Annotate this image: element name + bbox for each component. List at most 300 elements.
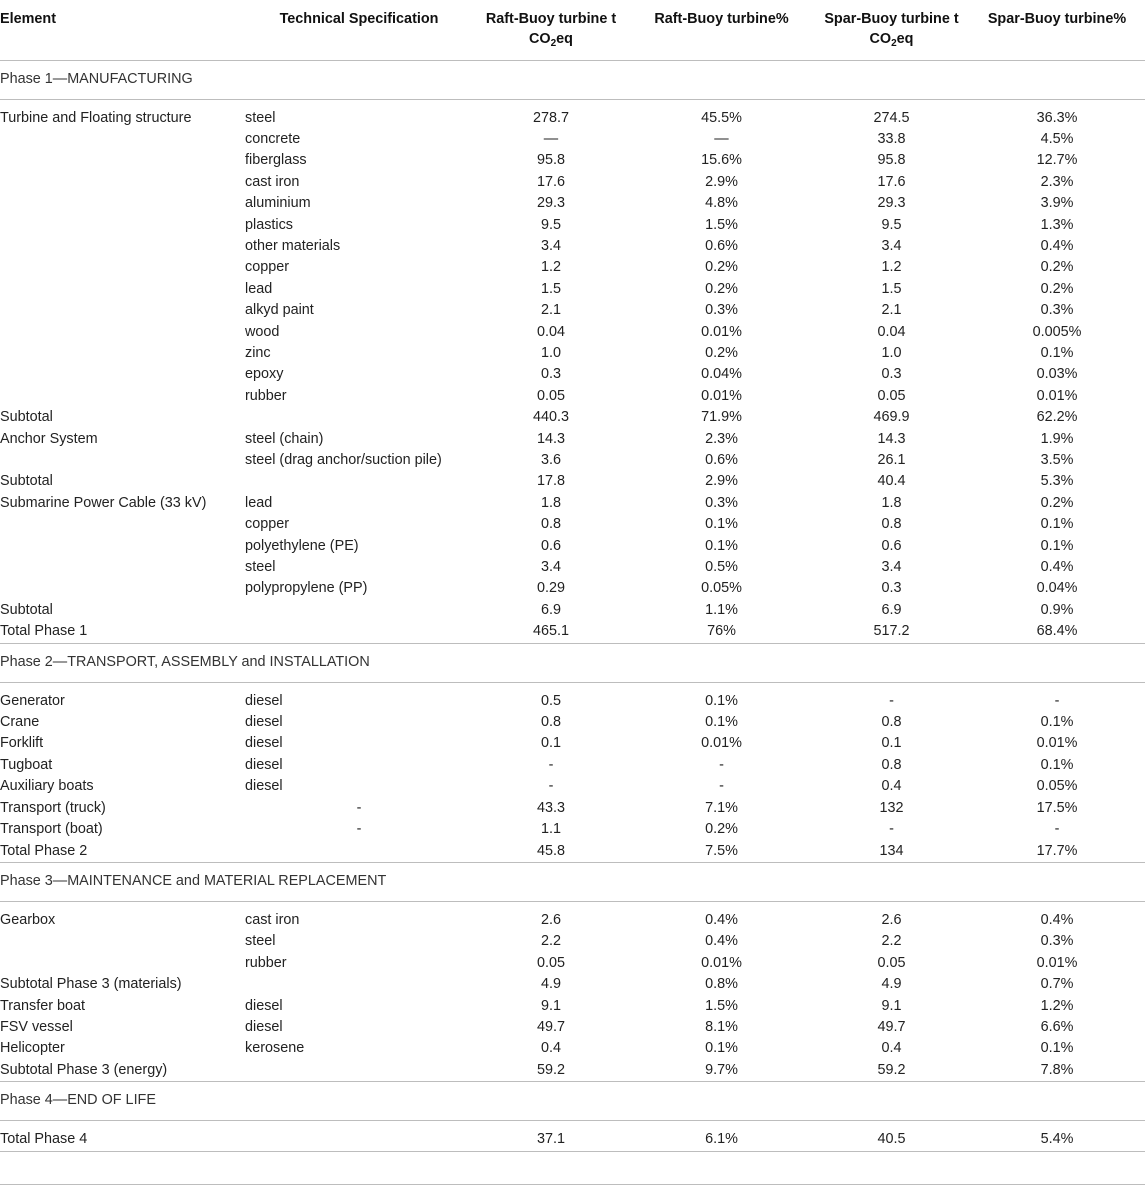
cell-raft-co2eq: 14.3 [536,430,565,447]
cell-raft-percent: 0.1% [705,1040,738,1057]
cell-specification: rubber [245,954,287,971]
spacer-cell [0,682,1145,691]
cell-raft-percent: 1.1% [705,601,738,618]
cell-spar-percent: 17.7% [969,841,1145,863]
phase-row [0,643,1145,682]
cell-element: Turbine and Floating structure [0,109,192,126]
table-row [0,819,1145,840]
cell-specification [245,407,473,428]
spacer-cell [0,1121,1145,1130]
cell-specification: epoxy [245,366,284,383]
cell-raft-percent: 45.5% [701,109,742,126]
cell-element [0,386,245,407]
cell-specification: steel [245,933,276,950]
phase-title: Phase 2—TRANSPORT, ASSEMBLY and INSTALLATION [0,643,1145,682]
cell-raft-co2eq: 43.3 [536,799,565,816]
cell-spar-co2eq: 17.6 [877,173,906,190]
header-raft-buoy-percent: Raft-Buoy turbine% [629,0,814,60]
header-spar-buoy-percent: Spar-Buoy turbine% [969,0,1145,60]
cell-raft-percent: 0.01% [701,387,742,404]
cell-specification [245,974,473,995]
cell-spar-percent: 3.5% [1040,452,1074,468]
spacer-row [0,901,1145,910]
spacer-row [0,1121,1145,1130]
cell-spar-percent: 17.5% [1036,799,1078,816]
cell-raft-co2eq: 95.8 [536,152,565,169]
table-row [0,450,1145,471]
cell-raft-co2eq: 29.3 [536,195,565,212]
spacer-row [0,682,1145,691]
table-bottom-rule [0,1184,1145,1185]
cell-spar-co2eq: - [889,692,894,709]
table-row [0,343,1145,364]
cell-spar-percent: 0.4% [1040,237,1074,254]
cell-spar-co2eq: 6.9 [881,601,902,618]
cell-spar-co2eq: 0.6 [881,537,902,554]
table-row [0,386,1145,407]
cell-raft-percent: 0.2% [705,344,738,361]
table-row [0,557,1145,578]
table-row [0,493,1145,514]
cell-raft-co2eq: 0.05 [536,954,565,971]
cell-raft-co2eq: 17.6 [536,173,565,190]
header-technical-specification: Technical Specification [245,0,473,60]
table-row [0,755,1145,776]
cell-element: Total Phase 1 [0,621,245,643]
table-row [0,621,1145,643]
cell-element [0,300,245,321]
cell-raft-co2eq: 3.6 [540,452,561,468]
spacer-cell [0,901,1145,910]
cell-raft-co2eq: 4.9 [540,976,561,993]
header-spar-buoy-co2eq: Spar-Buoy turbine t $CO_2eq$ [814,0,969,60]
cell-raft-percent: 2.9% [705,173,738,190]
cell-raft-co2eq: 45.8 [473,841,629,863]
cell-raft-co2eq: 0.05 [536,387,565,404]
cell-specification: diesel [245,735,283,752]
cell-raft-co2eq: 0.4 [540,1040,561,1057]
cell-raft-co2eq: 17.8 [536,473,565,490]
cell-spar-percent: 62.2% [1036,409,1078,426]
cell-element [0,279,245,300]
cell-raft-co2eq: 0.6 [540,537,561,554]
cell-element: Transport (boat) [0,821,103,838]
cell-spar-co2eq: 59.2 [814,1060,969,1082]
cell-specification: copper [245,516,290,533]
cell-spar-percent: 0.04% [1036,580,1078,597]
cell-element [0,257,245,278]
cell-element: Transport (truck) [0,799,106,816]
cell-element [0,536,245,557]
cell-spar-co2eq: 2.2 [881,933,902,950]
cell-spar-percent: 0.2% [1040,494,1074,511]
cell-specification: lead [245,280,273,297]
cell-raft-percent: — [714,130,729,147]
cell-spar-co2eq: 469.9 [873,409,910,426]
cell-element: Forklift [0,735,44,752]
cell-spar-co2eq: 0.3 [881,580,902,597]
cell-specification: diesel [245,692,283,709]
cell-spar-percent: 0.1% [1040,516,1074,533]
cell-spar-percent: 12.7% [1036,152,1078,169]
cell-spar-co2eq: 1.8 [881,494,902,511]
cell-raft-co2eq: - [548,756,554,773]
cell-specification: - [356,821,362,838]
table-row [0,1017,1145,1038]
cell-element: Transfer boat [0,997,86,1014]
cell-specification: diesel [245,714,283,731]
cell-specification: steel (chain) [245,430,324,447]
table-row [0,471,1145,492]
table-row [0,300,1145,321]
phase-row [0,60,1145,99]
cell-element [0,150,245,171]
cell-element [0,129,245,150]
cell-raft-co2eq: 1.8 [540,494,561,511]
cell-raft-co2eq: 0.1 [540,735,561,752]
cell-raft-percent: 15.6% [701,152,742,169]
cell-raft-co2eq: 9.1 [540,997,561,1014]
cell-raft-percent: 0.6% [705,452,738,468]
cell-specification: zinc [245,344,271,361]
cell-spar-co2eq: 0.05 [877,954,906,971]
cell-raft-percent: 0.3% [705,494,738,511]
cell-spar-percent: 0.05% [1036,778,1078,795]
cell-specification: diesel [245,756,283,773]
table-row [0,172,1145,193]
table-row [0,841,1145,863]
table-row [0,536,1145,557]
cell-raft-percent: - [719,756,724,773]
cell-specification: concrete [245,130,301,147]
cell-raft-percent: 0.05% [701,580,742,597]
table-row [0,910,1145,931]
cell-raft-percent: 0.1% [705,692,738,709]
cell-element: Subtotal [0,473,53,490]
table-row [0,600,1145,621]
table-row [0,1129,1145,1151]
cell-raft-percent: 0.3% [705,302,738,319]
phase-title: Phase 1—MANUFACTURING [0,60,1145,99]
cell-element: Subtotal Phase 3 (materials) [0,976,182,993]
cell-spar-percent: 0.4% [1040,911,1074,928]
cell-element: FSV vessel [0,1018,73,1035]
table-row [0,798,1145,819]
cell-spar-percent: 5.3% [1040,473,1074,490]
cell-spar-percent: 0.1% [1040,344,1074,361]
cell-spar-percent: 4.5% [1040,130,1074,147]
cell-spar-co2eq: 40.5 [814,1129,969,1151]
cell-spar-co2eq: 3.4 [881,559,902,576]
cell-raft-percent: 0.1% [705,516,738,533]
header-element: Element [0,0,245,60]
table-row [0,691,1145,712]
cell-spar-percent: 0.03% [1036,366,1078,383]
cell-specification: fiberglass [245,152,307,169]
cell-specification: steel [245,559,276,576]
cell-spar-percent: 0.1% [1040,537,1074,554]
cell-spar-co2eq: 1.2 [881,259,902,276]
cell-spar-co2eq: 1.0 [881,344,902,361]
cell-spar-co2eq: 0.4 [881,778,902,795]
cell-element: Subtotal Phase 3 (energy) [0,1060,245,1082]
cell-raft-percent: 0.2% [705,259,738,276]
cell-element: Gearbox [0,911,56,928]
cell-spar-co2eq: 14.3 [877,430,906,447]
cell-element: Anchor System [0,430,98,447]
cell-raft-percent: 76% [629,621,814,643]
cell-spar-co2eq: 33.8 [877,130,906,147]
cell-spar-co2eq: 0.8 [881,714,902,731]
cell-raft-percent: 71.9% [701,409,742,426]
cell-specification: cast iron [245,911,300,928]
cell-spar-percent: - [1054,821,1060,838]
cell-specification: other materials [245,237,341,254]
cell-spar-percent: 2.3% [1040,173,1074,190]
cell-specification: copper [245,259,290,276]
table-body [0,60,1145,1151]
cell-spar-percent: 0.4% [1040,559,1074,576]
cell-spar-percent: 0.3% [1040,933,1074,950]
table-row [0,996,1145,1017]
cell-raft-co2eq: 1.1 [540,821,561,838]
cell-spar-percent: 7.8% [969,1060,1145,1082]
cell-raft-percent: 6.1% [629,1129,814,1151]
cell-spar-percent: 0.9% [1040,601,1074,618]
cell-spar-co2eq: 0.05 [877,387,906,404]
cell-specification: wood [245,323,280,340]
cell-spar-co2eq: 2.6 [881,911,902,928]
table-row [0,322,1145,343]
table-row [0,1038,1145,1059]
cell-spar-percent: 0.01% [1036,954,1078,971]
table-row [0,236,1145,257]
cell-raft-co2eq: 278.7 [532,109,569,126]
cell-specification: - [356,799,362,816]
cell-spar-percent: 3.9% [1040,195,1074,212]
cell-spar-percent: 0.1% [1040,756,1074,773]
cell-spar-percent: 0.3% [1040,302,1074,319]
cell-spar-co2eq: 2.1 [881,302,902,319]
cell-raft-percent: 0.1% [705,714,738,731]
cell-spar-co2eq: 0.8 [881,516,902,533]
cell-element [0,953,245,974]
cell-specification: diesel [245,778,283,795]
cell-spar-co2eq: 40.4 [877,473,906,490]
cell-specification: steel (drag anchor/suction pile) [245,452,442,468]
cell-element: Crane [0,714,40,731]
cell-spar-co2eq: 9.1 [881,997,902,1014]
cell-raft-percent: 1.5% [705,997,738,1014]
cell-raft-percent: 0.2% [705,280,738,297]
cell-raft-co2eq: 0.8 [540,516,561,533]
cell-raft-percent: 0.8% [705,976,738,993]
cell-spar-percent: 0.005% [1032,323,1082,340]
cell-element [0,364,245,385]
cell-raft-percent: 2.3% [705,430,738,447]
cell-specification [245,600,473,621]
cell-specification: cast iron [245,173,300,190]
cell-raft-percent: 0.01% [701,735,742,752]
cell-raft-co2eq: 2.1 [540,302,561,319]
cell-element: Subtotal [0,601,53,618]
cell-specification [245,1060,473,1082]
cell-spar-percent: 5.4% [969,1129,1145,1151]
cell-raft-percent: 0.01% [701,954,742,971]
table-row [0,279,1145,300]
cell-specification: diesel [245,997,283,1014]
cell-spar-co2eq: 0.04 [877,323,906,340]
cell-specification [245,471,473,492]
cell-spar-co2eq: 49.7 [877,1018,906,1035]
cell-raft-percent: 4.8% [705,195,738,212]
cell-raft-co2eq: 1.0 [540,344,561,361]
cell-spar-co2eq: 4.9 [881,976,902,993]
cell-spar-percent: 68.4% [969,621,1145,643]
cell-element [0,557,245,578]
cell-spar-co2eq: 1.5 [881,280,902,297]
cell-raft-co2eq: 37.1 [473,1129,629,1151]
cell-spar-co2eq: 0.1 [881,735,902,752]
table-row [0,712,1145,733]
cell-raft-co2eq: 3.4 [540,559,561,576]
cell-spar-co2eq: 95.8 [877,152,906,169]
cell-element: Subtotal [0,409,53,426]
table-header [0,0,1145,60]
phase-title: Phase 4—END OF LIFE [0,1082,1145,1121]
cell-raft-co2eq: — [543,130,559,147]
cell-specification: polyethylene (PE) [245,537,359,554]
cell-element: Tugboat [0,756,53,773]
table-row [0,931,1145,952]
cell-specification: rubber [245,387,287,404]
cell-element: Submarine Power Cable (33 kV) [0,494,207,511]
cell-spar-percent: 0.2% [1040,280,1074,297]
cell-element [0,236,245,257]
cell-spar-percent: 1.2% [1040,997,1074,1014]
cell-raft-percent: - [719,778,724,795]
cell-raft-co2eq: 6.9 [540,601,561,618]
cell-element: Helicopter [0,1040,65,1057]
cell-specification: polypropylene (PP) [245,580,368,597]
header-row [0,0,1145,60]
cell-raft-percent: 2.9% [705,473,738,490]
cell-spar-percent: 0.01% [1036,735,1078,752]
cell-spar-co2eq: 517.2 [814,621,969,643]
cell-raft-co2eq: 49.7 [536,1018,565,1035]
cell-raft-co2eq: 0.04 [536,323,565,340]
cell-spar-co2eq: 9.5 [881,216,902,233]
phase-title: Phase 3—MAINTENANCE and MATERIAL REPLACEMENT [0,862,1145,901]
table-row [0,108,1145,129]
cell-element [0,215,245,236]
cell-spar-co2eq: 29.3 [877,195,906,212]
cell-raft-co2eq: 9.5 [540,216,561,233]
cell-element [0,322,245,343]
cell-element [0,343,245,364]
cell-specification: aluminium [245,195,311,212]
cell-element: Total Phase 2 [0,841,245,863]
cell-raft-percent: 0.04% [701,366,742,383]
table-row [0,129,1145,150]
cell-raft-percent: 1.5% [705,216,738,233]
cell-raft-co2eq: 465.1 [473,621,629,643]
cell-raft-co2eq: 2.2 [540,933,561,950]
cell-raft-percent: 8.1% [705,1018,738,1035]
cell-raft-co2eq: 59.2 [473,1060,629,1082]
cell-raft-percent: 0.6% [705,237,738,254]
cell-spar-percent: 0.01% [1036,387,1078,404]
cell-spar-percent: 6.6% [1040,1018,1074,1035]
cell-specification: plastics [245,216,293,233]
cell-raft-co2eq: 3.4 [540,237,561,254]
cell-specification: lead [245,494,273,511]
cell-element: Generator [0,692,65,709]
cell-element [0,578,245,599]
cell-specification: alkyd paint [245,302,314,319]
table-row [0,429,1145,450]
table-row [0,215,1145,236]
table-row [0,733,1145,754]
cell-element [0,514,245,535]
cell-spar-co2eq: 132 [879,799,904,816]
table-row [0,974,1145,995]
cell-spar-co2eq: 134 [814,841,969,863]
cell-raft-percent: 7.5% [629,841,814,863]
cell-spar-percent: 1.9% [1040,430,1074,447]
cell-raft-co2eq: 440.3 [532,409,569,426]
cell-raft-co2eq: 1.2 [540,259,561,276]
table-row [0,514,1145,535]
cell-raft-percent: 0.1% [705,537,738,554]
cell-raft-co2eq: 1.5 [540,280,561,297]
table-row [0,953,1145,974]
table-row [0,407,1145,428]
cell-raft-percent: 0.4% [705,933,738,950]
cell-element [0,193,245,214]
cell-specification: kerosene [245,1040,305,1057]
cell-specification [245,841,473,863]
cell-raft-co2eq: 0.5 [540,692,561,709]
cell-spar-co2eq: 274.5 [873,109,910,126]
cell-element [0,450,245,471]
cell-spar-co2eq: 0.4 [881,1040,902,1057]
cell-element [0,931,245,952]
phase-row [0,1082,1145,1121]
table-row [0,150,1145,171]
cell-spar-co2eq: 0.8 [881,756,902,773]
spacer-row [0,99,1145,108]
spacer-cell [0,99,1145,108]
cell-raft-percent: 0.2% [705,821,738,838]
cell-raft-co2eq: 0.29 [536,580,565,597]
cell-spar-percent: 36.3% [1036,109,1078,126]
cell-element: Total Phase 4 [0,1129,245,1151]
cell-raft-percent: 0.4% [705,911,738,928]
table-row [0,776,1145,797]
cell-spar-co2eq: 3.4 [881,237,902,254]
cell-raft-percent: 0.5% [705,559,738,576]
cell-spar-co2eq: 0.3 [881,366,902,383]
table-row [0,578,1145,599]
cell-spar-co2eq: 26.1 [877,452,906,468]
cell-specification: diesel [245,1018,283,1035]
cell-spar-percent: 1.3% [1040,216,1074,233]
cell-spar-percent: 0.2% [1040,259,1074,276]
cell-element [0,172,245,193]
table-row [0,364,1145,385]
cell-specification: steel [245,109,276,126]
